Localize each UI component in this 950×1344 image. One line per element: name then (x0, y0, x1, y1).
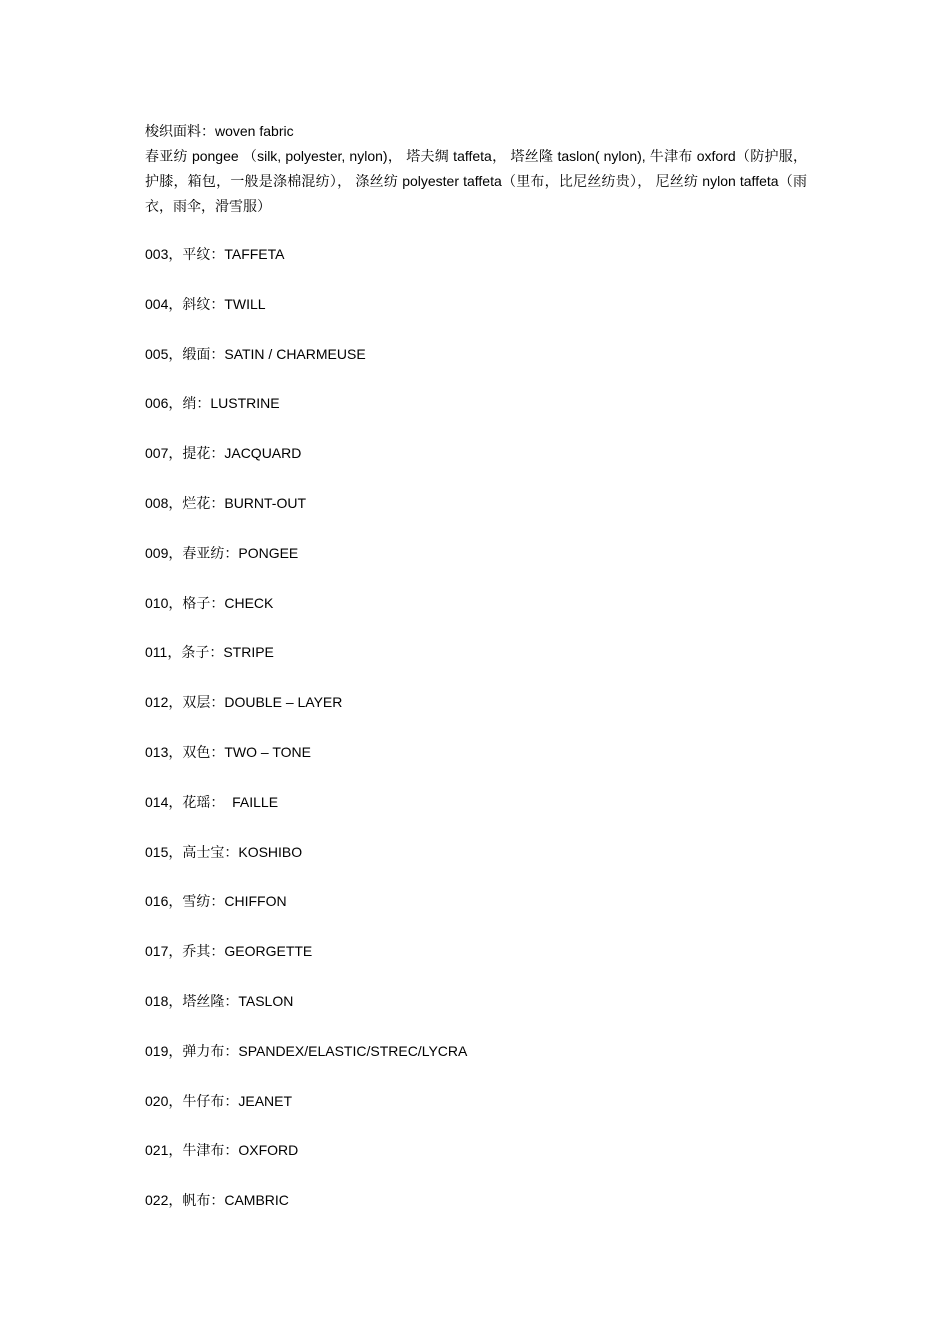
list-item: 013，双色：TWO – TONE (145, 743, 311, 760)
fabric-term-list (145, 243, 807, 1239)
section-heading: 梭织面料：woven fabric (145, 123, 294, 139)
list-item: 017，乔其：GEORGETTE (145, 943, 313, 960)
list-item: 018，塔丝隆：TASLON (145, 992, 294, 1009)
list-item: 011，条子：STRIPE (145, 644, 274, 661)
list-item: 008，烂花：BURNT-OUT (145, 494, 307, 511)
list-item: 021，牛津布：OXFORD (145, 1142, 299, 1159)
list-item: 015，高士宝：KOSHIBO (145, 843, 303, 860)
list-item: 014，花瑶： FAILLE (145, 793, 279, 810)
list-item: 019，弹力布：SPANDEX/ELASTIC/STREC/LYCRA (145, 1042, 468, 1059)
intro-paragraph: 春亚纺 pongee （silk, polyester, nylon)， 塔夫绸 taffeta， 塔丝隆 taslon( nylon), 牛津布 oxford（防护服，护膝，箱包，一般是涤棉混纺）， 涤丝纺 polyester taffeta（里布，比尼丝纺贵）， 尼丝纺 nylon taffeta（雨衣，雨伞，滑雪服） (145, 148, 807, 214)
list-item: 010，格子：CHECK (145, 594, 274, 611)
list-item: 003，平纹：TAFFETA (145, 246, 285, 262)
list-item: 022，帆布：CAMBRIC (145, 1192, 289, 1209)
list-item: 016，雪纺：CHIFFON (145, 893, 287, 910)
list-item: 020，牛仔布：JEANET (145, 1092, 293, 1109)
list-item: 006，绡：LUSTRINE (145, 395, 280, 412)
list-item: 009，春亚纺：PONGEE (145, 544, 299, 561)
intro-section (145, 119, 807, 219)
list-item: 012，双层：DOUBLE – LAYER (145, 694, 343, 711)
list-item: 007，提花：JACQUARD (145, 445, 302, 462)
list-item: 004，斜纹：TWILL (145, 295, 266, 312)
list-item: 005，缎面：SATIN / CHARMEUSE (145, 345, 366, 362)
